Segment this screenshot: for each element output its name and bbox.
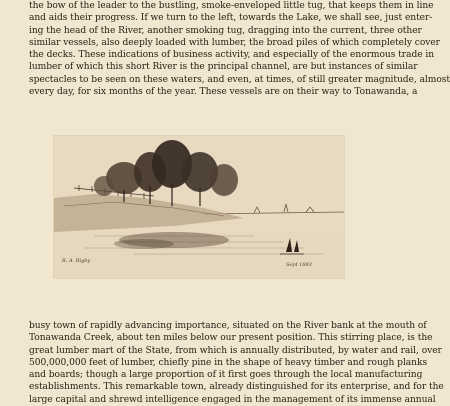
text-line: busy town of rapidly advancing importance, situated on the River bank at the mouth of xyxy=(29,321,427,331)
text-line: 500,000,000 feet of lumber, chiefly pine in the shape of heavy timber and rough planks xyxy=(29,357,428,368)
text-line: establishments. This remarkable town, already distinguished for its enterprise, and for the xyxy=(29,382,444,393)
text-line: ing the head of the River, another smoking tug, dragging into the current, three other xyxy=(29,25,422,36)
river-landscape-etching xyxy=(54,136,344,278)
etching-plate xyxy=(54,136,344,278)
text-line: the bow of the leader to the bustling, smoke-enveloped little tug, that keeps them in line xyxy=(29,1,434,11)
text-line: every day, for six months of the year. These vessels are on their way to Tonawanda, a xyxy=(29,87,418,98)
text-line: great lumber mart of the State, from which is annually distributed, by water and rail, over xyxy=(29,345,442,356)
date-signature: Sept 1883 xyxy=(286,262,312,268)
bottom-paragraph xyxy=(29,320,444,406)
text-line: and boards; though a large proportion of it first goes through the local manufacturing xyxy=(29,370,423,381)
artist-signature: R. A. Rigby xyxy=(62,258,91,264)
text-line: spectacles to be seen on these waters, and even, at times, of still greater magnitude, almost xyxy=(29,74,450,85)
text-line: and aids their progress. If we turn to the left, towards the Lake, we shall see, just enter- xyxy=(29,13,433,24)
top-paragraph xyxy=(29,0,450,98)
text-line: lumber of which this short River is the principal channel, are but instances of similar xyxy=(29,62,418,73)
text-line: Tonawanda Creek, about ten miles below our present position. This stirring place, is the xyxy=(29,333,433,344)
text-line: large capital and shrewd intelligence engaged in the management of its immense annual xyxy=(29,394,436,405)
text-line: the decks. These indications of business activity, and especially of the enormous trade in xyxy=(29,50,435,61)
text-line: similar vessels, also deeply loaded with lumber, the broad piles of which completely cover xyxy=(29,37,440,48)
